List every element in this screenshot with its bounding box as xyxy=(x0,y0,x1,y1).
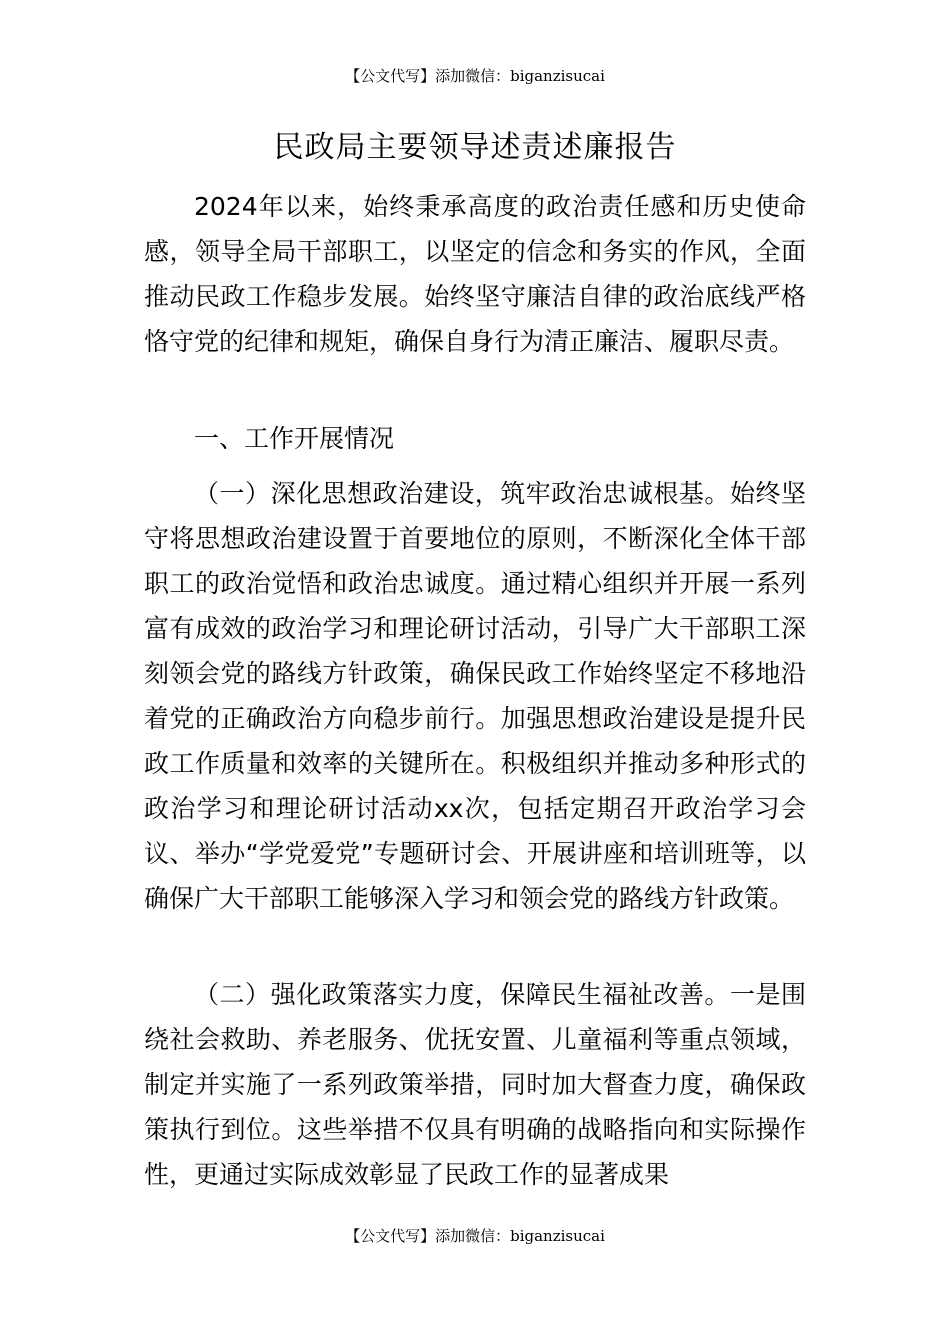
document-title: 民政局主要领导述责述廉报告 xyxy=(273,130,677,165)
footer-watermark-note: 【公文代写】添加微信：biganzisucai xyxy=(345,1227,605,1245)
header-watermark-note: 【公文代写】添加微信：biganzisucai xyxy=(345,67,605,85)
paragraph-political-building: （一）深化思想政治建设，筑牢政治忠诚根基。始终坚守将思想政治建设置于首要地位的原则，不断深化全体干部职工的政治觉悟和政治忠诚度。通过精心组织并开展一系列富有成效的政治学习和理论研讨活动，引导广大干部职工深刻领会党的路线方针政策，确保民政工作始终坚定不移地沿着党的正确政治方向稳步前行。加强思想政治建设是提升民政工作质量和效率的关键所在。积极组织并推动多种形式的政治学习和理论研讨活动xx次，包括定期召开政治学习会议、举办“学党爱党”专题研讨会、开展讲座和培训班等，以确保广大干部职工能够深入学习和领会党的路线方针政策。 xyxy=(144,479,806,913)
paragraph-policy-implementation: （二）强化政策落实力度，保障民生福祉改善。一是围绕社会救助、养老服务、优抚安置、儿童福利等重点领域，制定并实施了一系列政策举措，同时加大督查力度，确保政策执行到位。这些举措不仅具有明确的战略指向和实际操作性，更通过实际成效彰显了民政工作的显著成果 xyxy=(144,980,806,1189)
paragraph-intro: 2024年以来，始终秉承高度的政治责任感和历史使命感，领导全局干部职工，以坚定的信念和务实的作风，全面推动民政工作稳步发展。始终坚守廉洁自律的政治底线严格恪守党的纪律和规矩，确保自身行为清正廉洁、履职尽责。 xyxy=(144,192,806,356)
section-heading-work-status: 一、工作开展情况 xyxy=(194,424,395,453)
